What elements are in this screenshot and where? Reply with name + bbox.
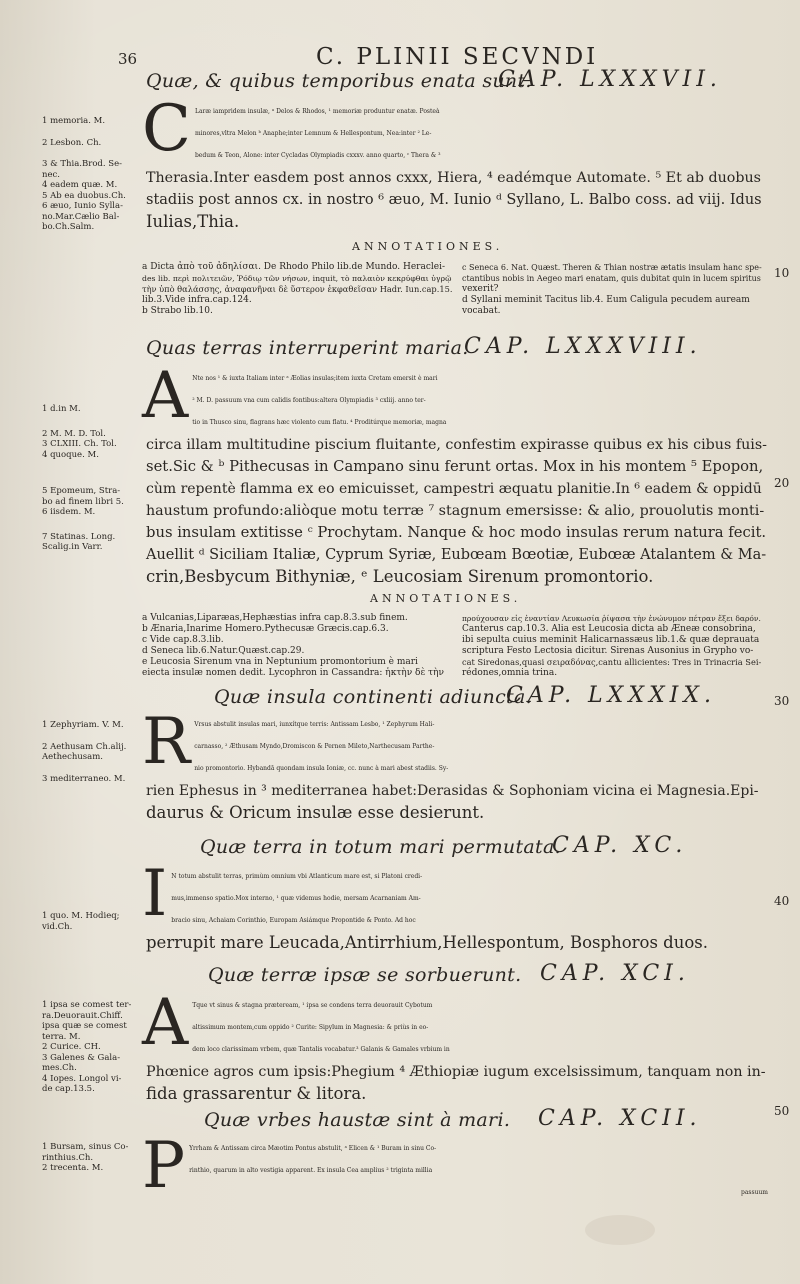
margin-notes <box>42 404 142 553</box>
annotation-line: τὴν ὑπὸ θαλάσσης, ἀναφανῆναι δὲ ὕστερον ἐκφαθεῖσαν Hadr. Iun.cap.15. <box>142 284 453 294</box>
annotations-right <box>462 262 767 317</box>
line-number: 20 <box>774 476 790 490</box>
chapter-title: Quas terras interruperint maria. <box>146 337 469 359</box>
annotations-right <box>462 613 767 679</box>
chapter-heading <box>208 964 521 986</box>
chapter-body <box>142 857 768 954</box>
margin-note: bo.Ch.Salm. <box>42 222 95 232</box>
margin-note: de cap.13.5. <box>42 1084 95 1094</box>
margin-note: ra.Deuorauit.Chiff. <box>42 1010 123 1021</box>
chapter-heading <box>204 1109 510 1131</box>
text-line: Iulias,Thia. <box>146 212 240 231</box>
annotation-line: b Ænaria,Inarime Homero.Pythecusæ Græcis.cap.6.3. <box>142 624 389 634</box>
text-line: Phœnice agros cum ipsis:Phegium ⁴ Æthiopiæ iugum excelsissimum, tanquam non in- <box>146 1064 766 1080</box>
text-line: Laræ iampridem insulæ, ᵃ Delos & Rhodos, ¹ memoriæ produntur enatæ. Posteà <box>194 108 440 115</box>
text-line: tio in Thusco sinu, flagrans hæc violento cum flatu. ⁴ Proditúrque memoriæ, magna <box>192 419 447 426</box>
text-line: Tque vt sinus & stagna præteream, ¹ ipsa se condens terra deuorauit Cybotum <box>192 1002 433 1009</box>
margin-note: 2 Curice. CH. <box>42 1042 101 1052</box>
margin-note: 3 mediterraneo. M. <box>42 773 126 784</box>
annotation-line: vexerit? <box>462 284 499 294</box>
drop-cap: P <box>142 1129 186 1203</box>
margin-note: no.Mar.Cælio Bal- <box>42 211 120 222</box>
chapter-body <box>142 986 768 1105</box>
drop-cap: R <box>142 705 191 779</box>
margin-notes <box>42 116 142 233</box>
annotations-left <box>142 613 457 679</box>
chapter-number: CAP. XCI. <box>540 961 690 986</box>
annotation-line: vocabat. <box>462 306 501 316</box>
text-line: Nte nos ¹ & iuxta Italiam inter ᵃ Æolias insulas;item iuxta Cretam emersit è mari <box>192 375 438 382</box>
margin-note: 3 CLXIII. Ch. Tol. <box>42 439 117 449</box>
margin-note: mes.Ch. <box>42 1063 77 1073</box>
margin-note: 5 Ab ea duobus.Ch. <box>42 190 126 201</box>
annotation-line: προύχουσαν εἰς ἐναντίαν Λευκωσία ῥίψασα τὴν ἐνώνυμον πέτραν ἕξει δαρόν. <box>462 614 761 623</box>
annotation-line: lib.3.Vide infra.cap.124. <box>142 295 252 305</box>
annotation-line: c Seneca 6. Nat. Quæst. Theren & Thian nostræ ætatis insulam hanc spe- <box>462 263 762 272</box>
chapter-heading <box>146 337 469 359</box>
text-line: dem loco clarissimam vrbem, quæ Tantalis vocabatur.³ Galanis & Gamales vrbium in <box>192 1046 450 1053</box>
margin-note: 2 M. M. D. Tol. <box>42 428 106 439</box>
text-line: Yrrham & Antissam circa Mæotim Pontus abstulit, ᵃ Elicen & ¹ Buram in sinu Co- <box>189 1145 437 1152</box>
text-line: Therasia.Inter easdem post annos cxxx, Hiera, ⁴ eadémque Automate. ⁵ Et ab duobus <box>146 170 761 186</box>
drop-cap: C <box>142 92 191 166</box>
annotations-heading: ANNOTATIONES. <box>370 592 522 605</box>
margin-note: 6 iisdem. M. <box>42 507 96 517</box>
annotation-line: des lib. περὶ πολιτειῶν, Ῥόδιῳ τῶν νήσων, inquit, τὸ παλαιὸν κεκρύφθαι ὑγρῷ <box>142 274 452 283</box>
margin-note: 6 æuo, Iunio Sylla- <box>42 201 123 211</box>
line-number: 40 <box>774 894 790 908</box>
text-line: ² M. D. passuum vna cum calidis fontibus:altera Olympiadis ³ cxliij. anno ter- <box>192 397 426 404</box>
chapter-title: Quæ insula continenti adiuncta. <box>214 686 532 708</box>
margin-note: 2 Aethusam Ch.alij. <box>42 741 127 752</box>
annotation-line: d Syllani meminit Tacitus lib.4. Eum Caligula pecudem auream <box>462 295 750 305</box>
annotation-line: c Vide cap.8.3.lib. <box>142 635 224 645</box>
text-line: haustum profundo:aliòque motu terræ ⁷ stagnum emersisse: & alio, prouolutis monti- <box>146 503 765 519</box>
margin-note: 1 quo. M. Hodieq; <box>42 911 120 921</box>
annotation-line: scriptura Festo Lectosia dicitur. Sirenas Ausonius in Grypho vo- <box>462 646 754 656</box>
chapter-heading <box>214 686 532 708</box>
chapter-heading <box>146 70 532 92</box>
margin-note: 1 memoria. M. <box>42 116 106 126</box>
annotation-line: Canterus cap.10.3. Alia est Leucosia dicta ab Æneæ consobrina, <box>462 624 756 634</box>
annotation-line: b Strabo lib.10. <box>142 306 213 316</box>
annotation-line: e Leucosia Sirenum vna in Neptunium promontorium è mari <box>142 657 418 667</box>
margin-note: ipsa quæ se comest <box>42 1021 127 1031</box>
text-line: circa illam multitudine piscium fluitante, confestim expirasse quibus ex his cibus fuis- <box>146 437 767 453</box>
text-line: Auellit ᵈ Siciliam Italiæ, Cyprum Syriæ, Eubœam Bœotiæ, Eubœæ Atalantem & Ma- <box>146 547 767 563</box>
margin-notes <box>42 911 142 932</box>
margin-note: 5 Epomeum, Stra- <box>42 486 121 496</box>
annotation-line: eiecta insulæ nomen dedit. Lycophron in Cassandra: ἡκτὴν δὲ τὴν <box>142 668 444 678</box>
margin-note: 3 Galenes & Gala- <box>42 1052 121 1063</box>
text-line: bedum & Teon, Alone: inter Cycladas Olympiadis cxxxv. anno quarto, ᶜ Thera & ³ <box>194 152 441 159</box>
margin-note: 4 eadem quæ. M. <box>42 180 118 190</box>
annotation-line: a Dicta ἀπὸ τοῦ ἀδηλίσαι. De Rhodo Philo lib.de Mundo. Heraclei- <box>142 262 446 272</box>
annotation-line: ibi sepulta cuius meminit Halicarnassæus lib.1.& quæ deprauata <box>462 635 760 645</box>
margin-note: 3 & Thia.Brod. Se- <box>42 159 123 169</box>
annotations-left <box>142 262 457 317</box>
chapter-title: Quæ terræ ipsæ se sorbuerunt. <box>208 964 522 986</box>
margin-note: 2 trecenta. M. <box>42 1163 104 1173</box>
margin-note: vid.Ch. <box>42 921 73 932</box>
text-line: rien Ephesus in ³ mediterranea habet:Derasidas & Sophoniam vicina ei Magnesia.Epi- <box>146 783 759 799</box>
chapter-body <box>142 92 768 233</box>
text-line: bus insulam extitisse ᶜ Prochytam. Nanque & hoc modo insulas rerum natura fecit. <box>146 524 767 541</box>
drop-cap: A <box>142 986 189 1060</box>
chapter-number: CAP. XCII. <box>538 1106 702 1131</box>
chapter-title: Quæ vrbes haustæ sint à mari. <box>204 1109 511 1131</box>
chapter-body <box>142 1129 768 1204</box>
margin-notes <box>42 1142 142 1174</box>
margin-note: rinthius.Ch. <box>42 1152 94 1163</box>
text-line: perrupit mare Leucada,Antirrhium,Hellespontum, Bosphoros duos. <box>146 933 709 952</box>
text-line: altissimum montem,cum oppido ² Curite: Sipylum in Magnesia: & priùs in eo- <box>192 1024 429 1031</box>
annotations-heading: ANNOTATIONES. <box>352 240 504 253</box>
text-line: set.Sic & ᵇ Pithecusas in Campano sinu ferunt ortas. Mox in his montem ⁵ Epopon, <box>146 458 764 475</box>
text-line: passuum <box>741 1189 768 1196</box>
text-line: fida grassarentur & litora. <box>146 1084 367 1103</box>
margin-note: 2 Lesbon. Ch. <box>42 137 102 148</box>
annotation-line: a Vulcanias,Liparæas,Hephæstias infra cap.8.3.sub finem. <box>142 613 408 623</box>
margin-note: terra. M. <box>42 1031 81 1042</box>
annotation-line: ctantibus nobis in Aegeo mari enatam, quis dubitat quin in lucem spiritus <box>462 274 761 283</box>
annotation-line: rédones,omnia trina. <box>462 668 558 678</box>
text-line: stadiis post annos cx. in nostro ⁶ æuo, M. Iunio ᵈ Syllano, L. Balbo coss. ad viij. Idus <box>146 192 762 208</box>
paper-stain <box>585 1215 655 1245</box>
margin-note: 1 Zephyriam. V. M. <box>42 720 124 730</box>
text-line: bracio sinu, Achaiam Corinthio, Europam Asiámque Propontide & Ponto. Ad hoc <box>171 917 416 924</box>
drop-cap: I <box>142 857 168 931</box>
text-line: crin,Besbycum Bithyniæ, ᵉ Leucosiam Sirenum promontorio. <box>146 567 654 586</box>
chapter-title: Quæ terra in totum mari permutata. <box>200 836 561 858</box>
text-line: daurus & Oricum insulæ esse desierunt. <box>146 803 485 822</box>
chapter-number: CAP. LXXXIX. <box>506 683 716 708</box>
annotation-line: d Seneca lib.6.Natur.Quæst.cap.29. <box>142 646 305 656</box>
chapter-number: CAP. LXXXVII. <box>498 67 722 92</box>
margin-note: nec. <box>42 169 60 180</box>
text-line: rinthio, quarum in alto vestigia apparent. Ex insula Cea amplius ² triginta millia <box>189 1167 433 1174</box>
text-line: minores,vltra Melon ᵇ Anaphe;inter Lemnum & Hellespontum, Nea:inter ² Le- <box>194 130 432 137</box>
line-number: 50 <box>774 1104 790 1118</box>
page-number: 36 <box>118 50 138 68</box>
chapter-number: CAP. LXXXVIII. <box>464 334 702 359</box>
text-line: carnasso, ² Æthusam Myndo,Dromiscon & Pernen Mileto,Narthecusam Parthe- <box>194 743 435 750</box>
margin-note: Scalig.in Varr. <box>42 542 103 552</box>
line-number: 30 <box>774 694 790 708</box>
text-line: mus,immenso spatio.Mox interno, ¹ quæ videmus hodie, mersam Acarnaniam Am- <box>171 895 421 902</box>
annotation-line: cat Siredonas,quasi σειραδόνας,cantu allicientes: Tres in Trinacria Sei- <box>462 657 762 667</box>
chapter-heading <box>200 836 561 858</box>
line-number: 10 <box>774 266 790 280</box>
text-line: nio promontorio. Hybandā quondam insula Ioniæ, cc. nunc à mari abest stadiis. Sy- <box>194 765 449 772</box>
running-head: C. PLINII SECVNDI <box>316 44 599 70</box>
drop-cap: A <box>142 359 189 433</box>
margin-note: 4 quoque. M. <box>42 449 99 460</box>
margin-note: 7 Statinas. Long. <box>42 531 116 542</box>
chapter-body <box>142 705 768 824</box>
margin-note: bo ad finem libri 5. <box>42 496 124 507</box>
margin-note: 4 Iopes. Longol vi- <box>42 1073 122 1084</box>
chapter-number: CAP. XC. <box>552 833 688 858</box>
chapter-body <box>142 359 768 588</box>
margin-note: 1 Bursam, sinus Co- <box>42 1142 129 1152</box>
margin-note: Aethechusam. <box>42 752 103 762</box>
margin-notes <box>42 1000 142 1095</box>
chapter-title: Quæ, & quibus temporibus enata sunt. <box>146 70 532 92</box>
text-line: cùm repentè flamma ex eo emicuisset, campestri æquatu planitie.In ⁶ eadem & oppidū <box>146 481 762 497</box>
text-line: Vrsus abstulit insulas mari, iunxítque terris: Antissam Lesbo, ¹ Zephyrum Hali- <box>194 721 435 728</box>
text-line: N totum abstulit terras, primùm omnium vbi Atlanticum mare est, si Platoni credi- <box>171 873 423 880</box>
margin-note: 1 d.in M. <box>42 404 81 414</box>
margin-notes <box>42 720 142 784</box>
margin-note: 1 ipsa se comest ter- <box>42 1000 132 1010</box>
